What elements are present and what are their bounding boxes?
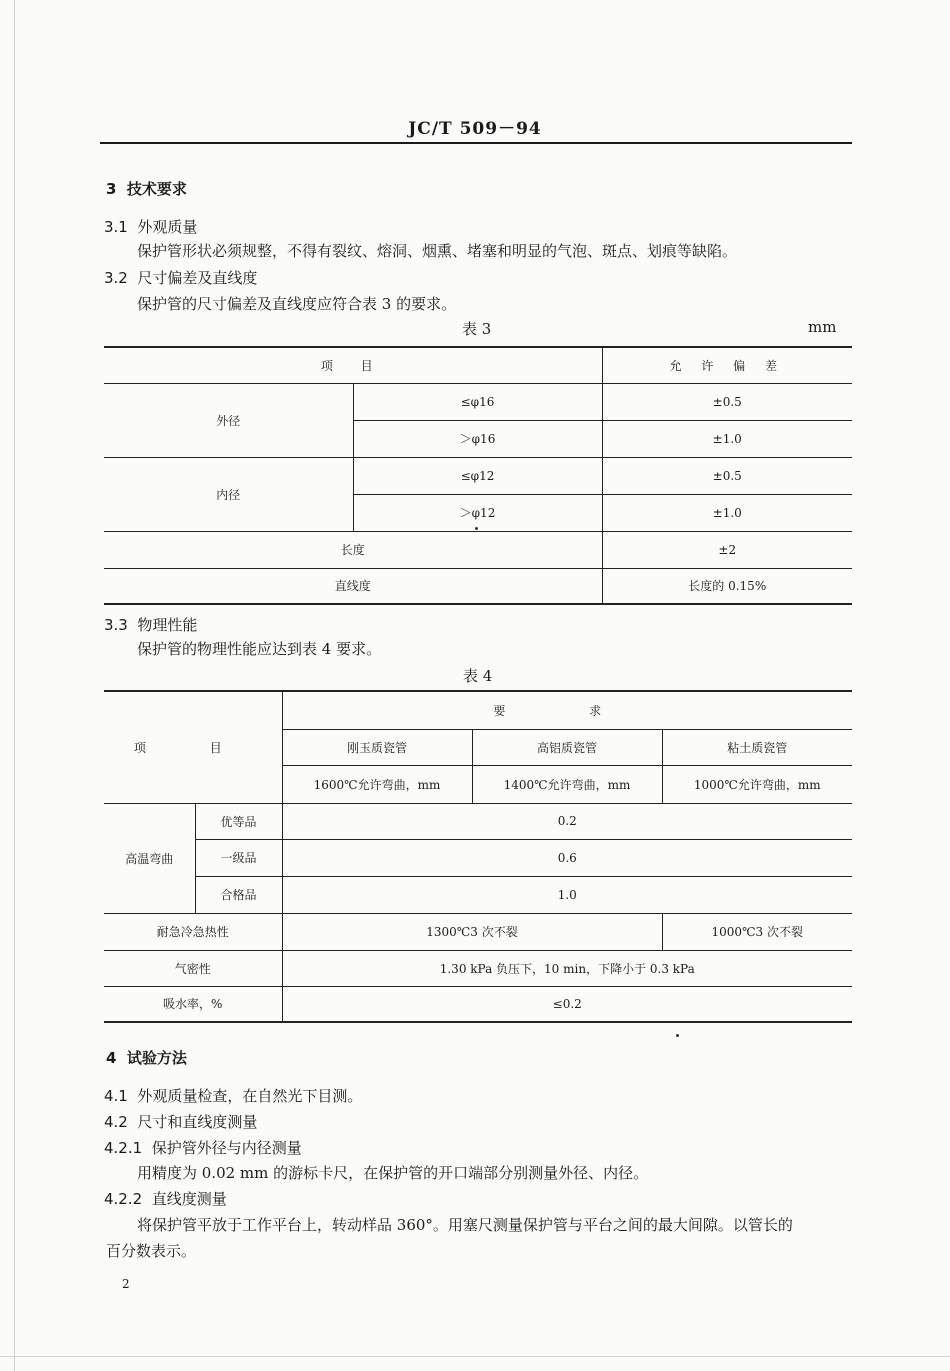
section-4-number: 4 xyxy=(106,1049,117,1067)
section-3-title: 技术要求 xyxy=(126,180,187,198)
table-3 xyxy=(104,346,852,605)
section-3-heading xyxy=(106,178,187,199)
table-3-outer-r1-value: ±0.5 xyxy=(602,383,852,420)
table-4-unit-clay: 1000℃允许弯曲，mm xyxy=(662,765,852,803)
table-4-thermal-a: 1300℃3 次不裂 xyxy=(282,913,662,950)
section-3-1-heading xyxy=(104,216,197,237)
scan-edge-bottom xyxy=(0,1356,950,1357)
table-3-straightness-value: 长度的 0.15% xyxy=(602,568,852,604)
table-4-grade-first-value: 0.6 xyxy=(282,839,852,876)
table-3-outer-r1: ≤φ16 xyxy=(353,383,602,420)
table-3-inner-r2: ＞φ12 xyxy=(353,494,602,531)
table-4-airtight-value: 1.30 kPa 负压下，10 min，下降小于 0.3 kPa xyxy=(282,950,852,986)
table-4-thermal-b: 1000℃3 次不裂 xyxy=(662,913,852,950)
table-4-grade-premium-value: 0.2 xyxy=(282,803,852,839)
section-3-1-title: 外观质量 xyxy=(137,218,198,236)
table-4-requirement-header: 要 求 xyxy=(282,691,852,729)
table-3-outer-r2-value: ±1.0 xyxy=(602,420,852,457)
section-4-2-2-heading xyxy=(104,1188,227,1209)
table-3-outer-r2: ＞φ16 xyxy=(353,420,602,457)
section-4-2-1-body: 用精度为 0.02 mm 的游标卡尺，在保护管的开口端部分别测量外径、内径。 xyxy=(137,1164,649,1182)
section-4-2-1-title: 保护管外径与内径测量 xyxy=(151,1139,302,1157)
section-4-heading xyxy=(106,1047,187,1068)
section-4-title: 试验方法 xyxy=(126,1049,187,1067)
table-4-grade-premium: 优等品 xyxy=(195,803,282,839)
table-3-inner-r1: ≤φ12 xyxy=(353,457,602,494)
section-3-1-body: 保护管形状必须规整，不得有裂纹、熔洞、烟熏、堵塞和明显的气泡、斑点、划痕等缺陷。 xyxy=(137,242,738,260)
table-3-length-label: 长度 xyxy=(104,531,602,568)
table-3-inner-label: 内径 xyxy=(104,457,353,531)
page-number: 2 xyxy=(122,1277,130,1291)
table-4-grade-qualified: 合格品 xyxy=(195,876,282,913)
table-3-inner-r2-value: ±1.0 xyxy=(602,494,852,531)
section-4-2 xyxy=(104,1111,257,1132)
table-3-outer-label: 外径 xyxy=(104,383,353,457)
scan-speck xyxy=(475,527,478,530)
section-3-3-title: 物理性能 xyxy=(137,616,198,634)
table-4-unit-high-alumina: 1400℃允许弯曲，mm xyxy=(472,765,662,803)
table-4-item-header: 项 目 xyxy=(104,691,282,803)
section-4-2-body: 尺寸和直线度测量 xyxy=(137,1113,258,1131)
table-3-unit: mm xyxy=(808,318,837,336)
document-header-code: JC/T 509－94 xyxy=(408,119,542,139)
section-4-2-number: 4.2 xyxy=(104,1113,128,1131)
section-3-number: 3 xyxy=(106,180,117,198)
section-4-1-body: 外观质量检查，在自然光下目测。 xyxy=(137,1087,363,1105)
table-4-grade-first: 一级品 xyxy=(195,839,282,876)
section-3-2-number: 3.2 xyxy=(104,269,128,287)
section-4-1 xyxy=(104,1085,362,1106)
table-4-caption: 表 4 xyxy=(463,667,493,685)
table-4-bend-label: 高温弯曲 xyxy=(104,803,195,913)
section-3-1-number: 3.1 xyxy=(104,218,128,236)
section-3-2-title: 尺寸偏差及直线度 xyxy=(137,269,258,287)
section-3-3-heading xyxy=(104,614,197,635)
section-4-1-number: 4.1 xyxy=(104,1087,128,1105)
section-4-2-2-number: 4.2.2 xyxy=(104,1190,143,1208)
table-3-inner-r1-value: ±0.5 xyxy=(602,457,852,494)
section-4-2-2-body-line1: 将保护管平放于工作平台上，转动样品 360°。用塞尺测量保护管与平台之间的最大间隙。以管长的 xyxy=(137,1216,793,1234)
table-4-grade-qualified-value: 1.0 xyxy=(282,876,852,913)
table-4-water-value: ≤0.2 xyxy=(282,986,852,1022)
table-4-col-high-alumina: 高铝质瓷管 xyxy=(472,729,662,765)
table-4-water-label: 吸水率，% xyxy=(104,986,282,1022)
section-4-2-2-body-line2: 百分数表示。 xyxy=(106,1242,197,1260)
table-3-caption: 表 3 xyxy=(462,320,492,338)
table-4-col-corundum: 刚玉质瓷管 xyxy=(282,729,472,765)
table-4-col-clay: 粘土质瓷管 xyxy=(662,729,852,765)
section-3-2-body: 保护管的尺寸偏差及直线度应符合表 3 的要求。 xyxy=(137,295,457,313)
section-3-2-heading xyxy=(104,267,257,288)
header-rule xyxy=(100,142,852,144)
table-4 xyxy=(104,690,852,1023)
table-3-length-value: ±2 xyxy=(602,531,852,568)
table-4-unit-corundum: 1600℃允许弯曲，mm xyxy=(282,765,472,803)
table-4-airtight-label: 气密性 xyxy=(104,950,282,986)
section-4-2-2-title: 直线度测量 xyxy=(151,1190,227,1208)
table-4-thermal-label: 耐急冷急热性 xyxy=(104,913,282,950)
section-4-2-1-heading xyxy=(104,1137,302,1158)
scan-edge-left xyxy=(14,0,15,1371)
section-3-3-body: 保护管的物理性能应达到表 4 要求。 xyxy=(137,640,382,658)
section-4-2-1-number: 4.2.1 xyxy=(104,1139,143,1157)
table-3-straightness-label: 直线度 xyxy=(104,568,602,604)
section-3-3-number: 3.3 xyxy=(104,616,128,634)
table-3-head-item: 项 目 xyxy=(104,347,602,383)
scan-speck xyxy=(676,1034,679,1037)
table-3-head-deviation: 允 许 偏 差 xyxy=(602,347,852,383)
